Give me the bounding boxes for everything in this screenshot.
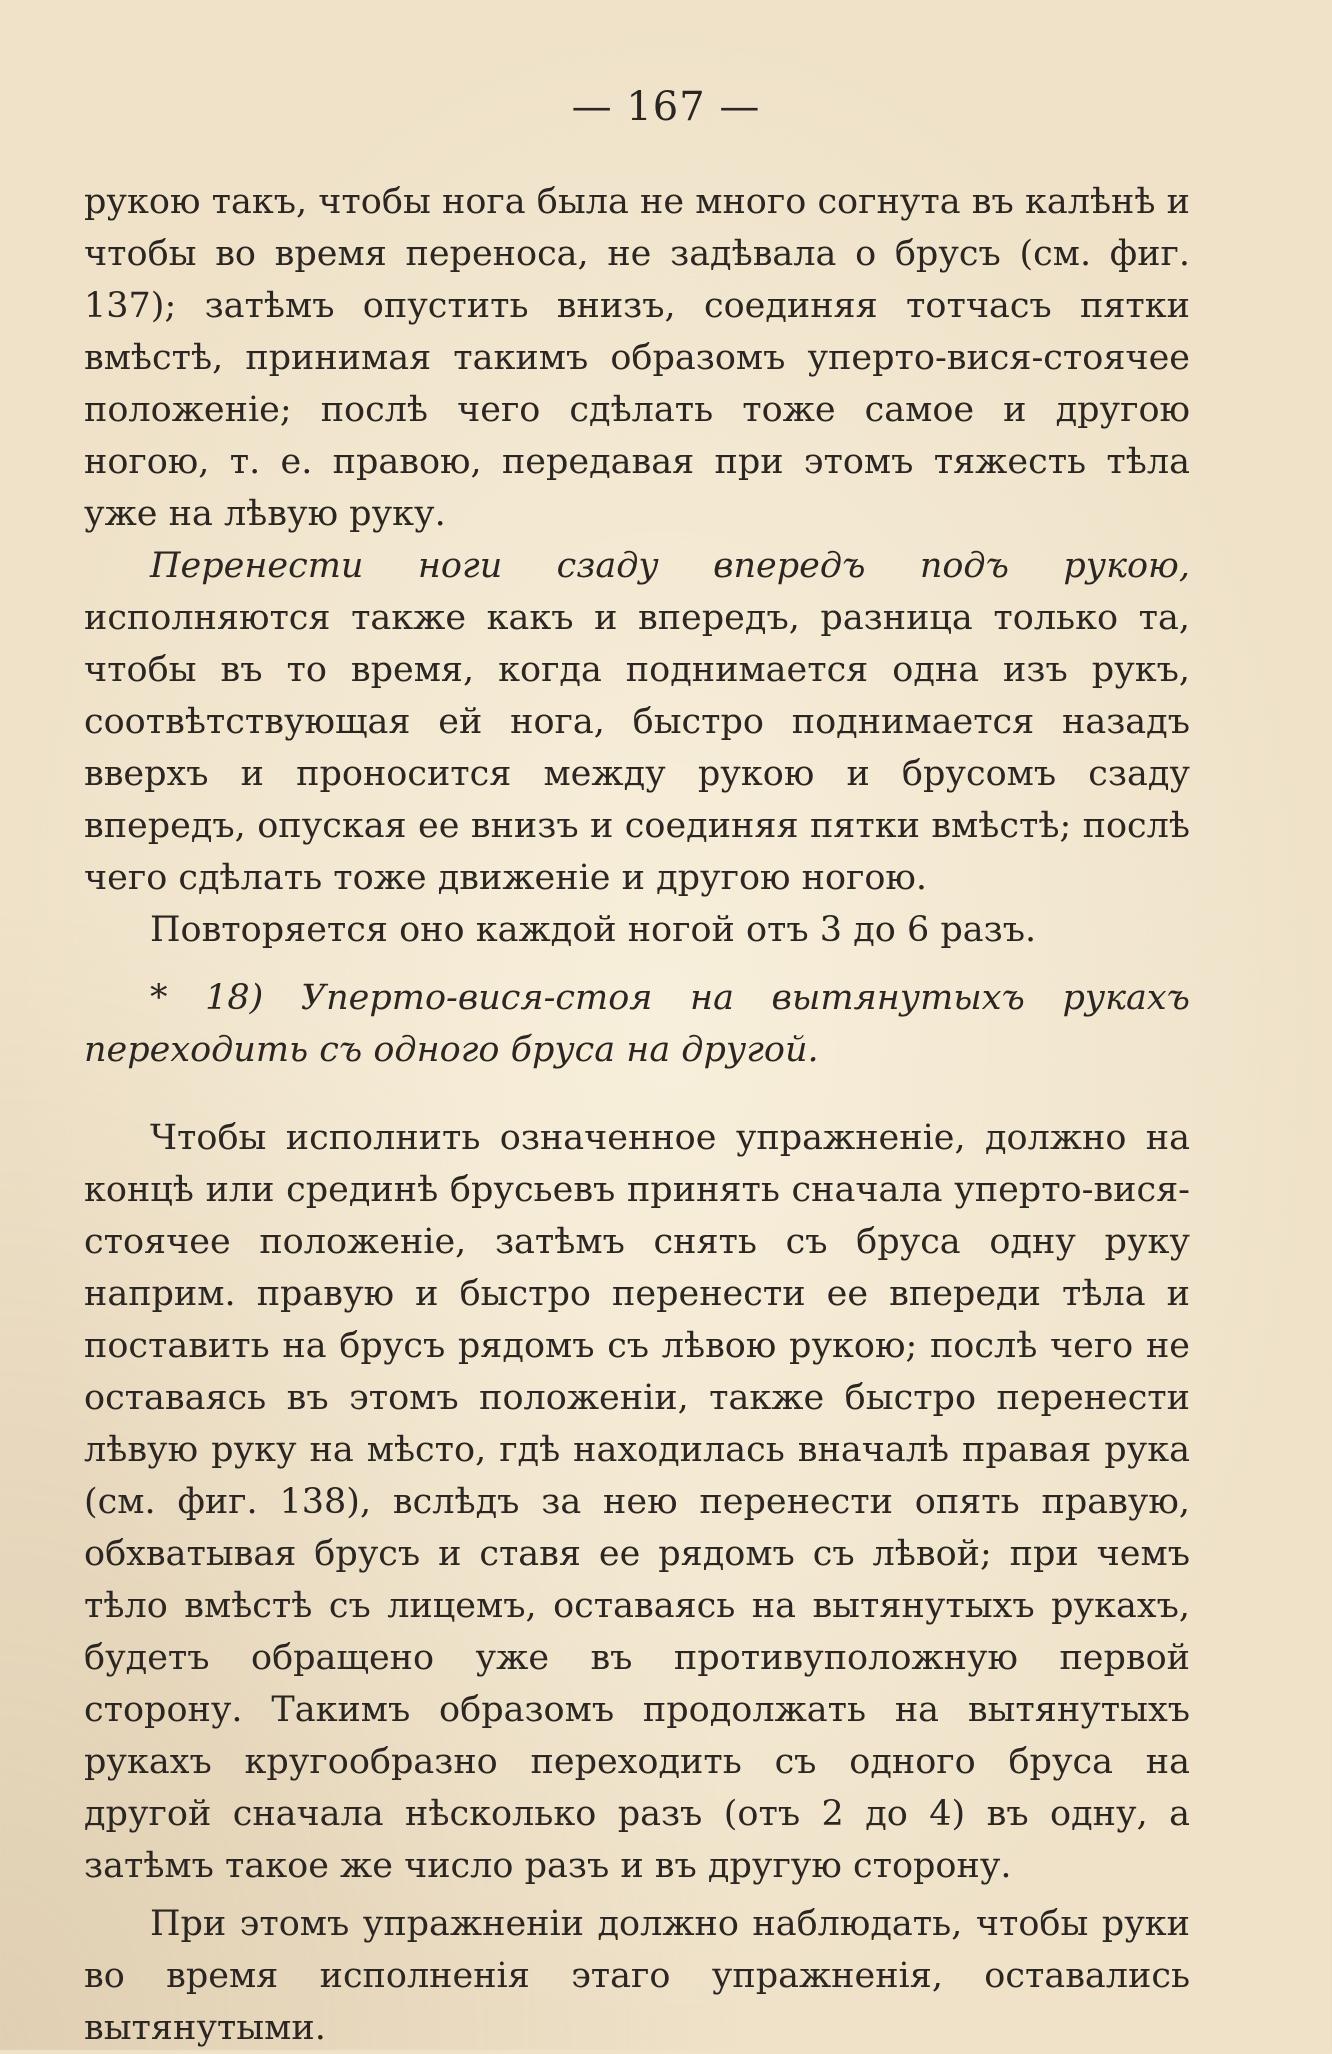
paragraph-repetition: Повторяется оно каждой ногой отъ 3 до 6 разъ. xyxy=(150,910,1037,950)
paragraph-carry-legs xyxy=(84,540,1190,904)
paragraph-lead-italic: Перенести ноги сзаду впередъ подъ рукою, xyxy=(150,546,1190,586)
exercise-heading: * 18) Уперто-вися-стоя на вытянутыхъ рукахъ переходить съ одного бруса на другой. xyxy=(84,978,1190,1070)
paragraph-continuation: рукою такъ, чтобы нога была не много согнута въ калѣнѣ и чтобы во время переноса, не задѣвала о брусъ (см. фиг. 137); затѣмъ опустить внизъ, соединяя тотчасъ пятки вмѣстѣ, принимая такимъ образомъ уперто-вися-стоячее положеніе; послѣ чего сдѣлать тоже самое и другою ногою, т. е. правою, передавая при этомъ тяжесть тѣла уже на лѣвую руку. xyxy=(84,182,1190,534)
paragraph-exercise-description: Чтобы исполнить означенное упражненіе, должно на концѣ или срединѣ брусьевъ принять сначала уперто-вися-стоячее положеніе, затѣмъ снять съ бруса одну руку наприм. правую и быстро перенести ее впереди тѣла и поставить на брусъ рядомъ съ лѣвою рукою; послѣ чего не оставаясь въ этомъ положеніи, также быстро перенести лѣвую руку на мѣсто, гдѣ находилась вначалѣ правая рука (см. фиг. 138), вслѣдъ за нею перенести опять правую, обхватывая брусъ и ставя ее рядомъ съ лѣвой; при чемъ тѣло вмѣстѣ съ лицемъ, оставаясь на вытянутыхъ рукахъ, будетъ обращено уже въ противуположную первой сторону. Такимъ образомъ продолжать на вытянутыхъ рукахъ кругообразно переходить съ одного бруса на другой сначала нѣсколько разъ (отъ 2 до 4) въ одну, а затѣмъ такое же число разъ и въ другую сторону. xyxy=(84,1118,1190,1886)
paragraph-exercise-note: При этомъ упражненіи должно наблюдать, чтобы руки во время исполненія этаго упражненія, оставались вытянутыми. xyxy=(84,1904,1190,2048)
text-column xyxy=(84,176,1190,2054)
paragraph-body: исполняются также какъ и впередъ, разница только та, чтобы въ то время, когда поднимается одна изъ рукъ, соотвѣтствующая ей нога, быстро поднимается назадъ вверхъ и проносится между рукою и брусомъ сзаду впередъ, опуская ее внизъ и соединяя пятки вмѣстѣ; послѣ чего сдѣлать тоже движеніе и другою ногою. xyxy=(84,598,1190,898)
page-number: — 167 — xyxy=(571,84,761,130)
